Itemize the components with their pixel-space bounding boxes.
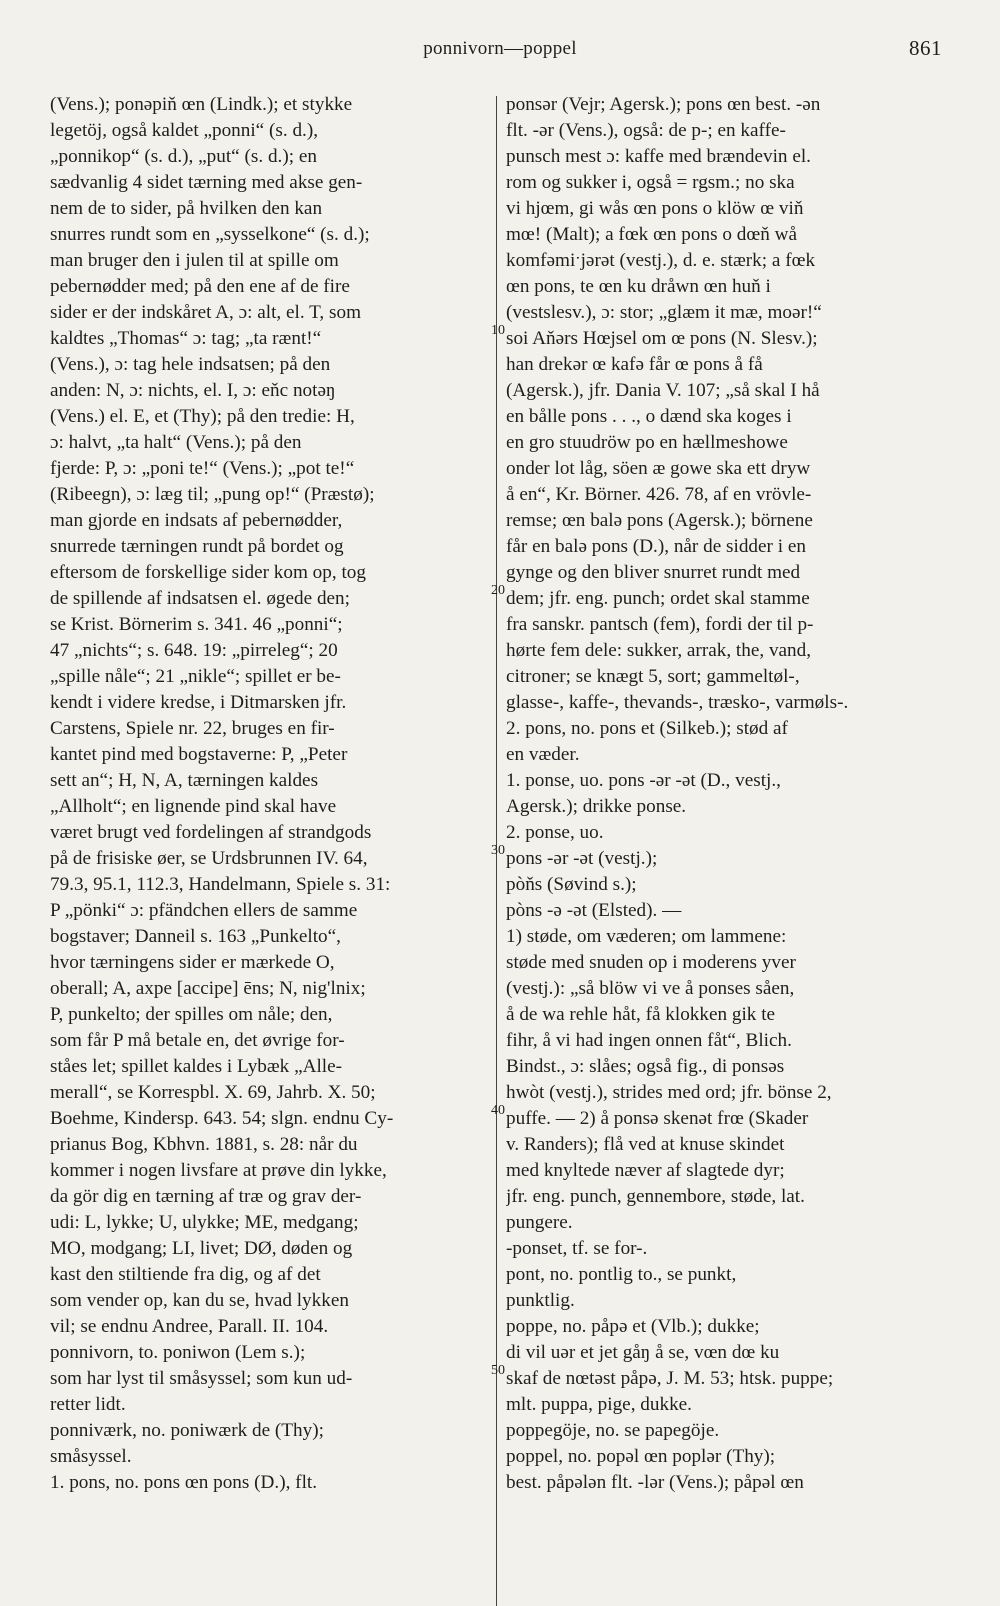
line-text: 79.3, 95.1, 112.3, Handelmann, Spiele s. 31: [50, 874, 391, 895]
text-line [50, 820, 470, 846]
text-line [50, 976, 470, 1002]
line-text: 1. pons, no. pons œn pons (D.), flt. [50, 1472, 318, 1493]
line-text: (Ribeegn), ɔ: læg til; „pung op!“ (Præstø); [50, 484, 375, 505]
line-text: vi hjœm, gi wås œn pons o klöw œ viň [506, 198, 804, 219]
text-line [506, 1288, 944, 1314]
text-line [506, 794, 944, 820]
text-line [50, 690, 470, 716]
text-line [506, 1184, 944, 1210]
text-line [506, 1080, 944, 1106]
line-text: da gör dig en tærning af træ og grav der- [50, 1186, 362, 1207]
text-line [50, 170, 470, 196]
text-line [506, 482, 944, 508]
line-text: man gjorde en indsats af pebernødder, [50, 510, 343, 531]
line-text: MO, modgang; LI, livet; DØ, døden og [50, 1238, 353, 1259]
line-number-40: 40 [491, 1103, 505, 1118]
line-text: hwòt (vestj.), strides med ord; jfr. bönse 2, [506, 1082, 832, 1103]
line-text: punsch mest ɔ: kaffe med brændevin el. [506, 146, 811, 167]
text-line [506, 612, 944, 638]
line-text: retter lidt. [50, 1394, 126, 1415]
right-column [506, 92, 944, 1496]
text-line [506, 118, 944, 144]
line-text: -ponset, tf. se for-. [506, 1238, 648, 1259]
text-line [506, 846, 944, 872]
text-line [50, 586, 470, 612]
text-line [50, 1236, 470, 1262]
text-line [506, 1106, 944, 1132]
text-line [50, 1314, 470, 1340]
text-line [50, 1262, 470, 1288]
line-text: soi Aňərs Hœjsel om œ pons (N. Slesv.); [506, 328, 818, 349]
line-text: pòns -ə -ət (Elsted). — [506, 900, 682, 921]
line-text: (Vens.) el. E, et (Thy); på den tredie: H, [50, 406, 355, 427]
line-text: han drekər œ kafə får œ pons å få [506, 354, 763, 375]
line-text: som har lyst til småsyssel; som kun ud- [50, 1368, 353, 1389]
line-text: mlt. puppa, pige, dukke. [506, 1394, 692, 1415]
line-text: fra sanskr. pantsch (fem), fordi der til p- [506, 614, 814, 635]
text-line [50, 1366, 470, 1392]
text-line [506, 196, 944, 222]
text-line [506, 586, 944, 612]
line-text: 47 „nichts“; s. 648. 19: „pirreleg“; 20 [50, 640, 338, 661]
line-text: fjerde: P, ɔ: „poni te!“ (Vens.); „pot te!“ [50, 458, 355, 479]
text-line [50, 1002, 470, 1028]
line-text: som vender op, kan du se, hvad lykken [50, 1290, 349, 1311]
text-line [506, 1418, 944, 1444]
text-line [50, 508, 470, 534]
text-line [506, 508, 944, 534]
text-line [50, 1392, 470, 1418]
text-line [506, 222, 944, 248]
text-line [50, 404, 470, 430]
line-text: Carstens, Spiele nr. 22, bruges en fir- [50, 718, 335, 739]
line-text: v. Randers); flå ved at knuse skindet [506, 1134, 785, 1155]
text-line [506, 1132, 944, 1158]
line-text: poppegöje, no. se papegöje. [506, 1420, 720, 1441]
text-line [506, 378, 944, 404]
line-text: eftersom de forskellige sider kom op, tog [50, 562, 366, 583]
line-text: (Vens.); ponəpiň œn (Lindk.); et stykke [50, 94, 353, 115]
line-text: som får P må betale en, det øvrige for- [50, 1030, 345, 1051]
text-line [506, 326, 944, 352]
line-text: kommer i nogen livsfare at prøve din lykke, [50, 1160, 387, 1181]
text-line [506, 300, 944, 326]
line-text: en bålle pons . . ., o dænd ska koges i [506, 406, 792, 427]
line-text: pont, no. pontlig to., se punkt, [506, 1264, 737, 1285]
text-line [50, 1132, 470, 1158]
text-line [50, 222, 470, 248]
text-line [50, 1444, 470, 1470]
text-line [506, 1054, 944, 1080]
text-line [50, 716, 470, 742]
line-text: ponniværk, no. poniwærk de (Thy); [50, 1420, 324, 1441]
line-text: merall“, se Korrespbl. X. 69, Jahrb. X. 50; [50, 1082, 376, 1103]
line-number-30: 30 [491, 843, 505, 858]
line-text: hvor tærningens sider er mærkede O, [50, 952, 335, 973]
text-line [50, 768, 470, 794]
line-text: 2. ponse, uo. [506, 822, 604, 843]
line-text: snurrede tærningen rundt på bordet og [50, 536, 344, 557]
running-title: ponnivorn—poppel [423, 38, 577, 59]
line-text: Boehme, Kindersp. 643. 54; slgn. endnu Cy- [50, 1108, 394, 1129]
text-line [506, 92, 944, 118]
text-line [50, 1028, 470, 1054]
line-text: „Allholt“; en lignende pind skal have [50, 796, 337, 817]
line-text: P „pönki“ ɔ: pfändchen ellers de samme [50, 900, 358, 921]
text-line [506, 430, 944, 456]
text-line [50, 924, 470, 950]
text-line [506, 768, 944, 794]
text-line [506, 1314, 944, 1340]
text-line [50, 1184, 470, 1210]
line-text: poppel, no. popəl œn poplər (Thy); [506, 1446, 776, 1467]
line-text: anden: N, ɔ: nichts, el. I, ɔ: eňc notəŋ [50, 380, 336, 401]
text-line [506, 248, 944, 274]
line-text: skaf de nœtəst påpə, J. M. 53; htsk. puppe; [506, 1368, 834, 1389]
line-text: oberall; A, axpe [accipe] ēns; N, nig'lnix; [50, 978, 366, 999]
line-text: støde med snuden op i moderens yver [506, 952, 796, 973]
text-line [506, 716, 944, 742]
line-text: sett an“; H, N, A, tærningen kaldes [50, 770, 319, 791]
text-line [50, 1210, 470, 1236]
line-text: ponsər (Vejr; Agersk.); pons œn best. -ən [506, 94, 821, 115]
text-line [506, 742, 944, 768]
line-text: en væder. [506, 744, 580, 765]
line-text: 1) støde, om væderen; om lammene: [506, 926, 787, 947]
line-number-50: 50 [491, 1363, 505, 1378]
text-line [506, 1002, 944, 1028]
text-line [506, 352, 944, 378]
text-line [50, 612, 470, 638]
line-text: pons -ər -ət (vestj.); [506, 848, 658, 869]
text-line [50, 300, 470, 326]
line-text: med knyltede næver af slagtede dyr; [506, 1160, 785, 1181]
text-line [506, 820, 944, 846]
line-text: ponnivorn, to. poniwon (Lem s.); [50, 1342, 306, 1363]
line-text: sædvanlig 4 sidet tærning med akse gen- [50, 172, 363, 193]
line-text: vil; se endnu Andree, Parall. II. 104. [50, 1316, 329, 1337]
line-text: ståes let; spillet kaldes i Lybæk „Alle- [50, 1056, 343, 1077]
text-line [50, 92, 470, 118]
line-text: mœ! (Malt); a fœk œn pons o dœň wå [506, 224, 797, 245]
line-text: rom og sukker i, også = rgsm.; no ska [506, 172, 795, 193]
line-text: (Agersk.), jfr. Dania V. 107; „så skal I hå [506, 380, 820, 401]
line-text: citroner; se knægt 5, sort; gammeltøl-, [506, 666, 800, 687]
line-text: „ponnikop“ (s. d.), „put“ (s. d.); en [50, 146, 317, 167]
line-text: ɔ: halvt, „ta halt“ (Vens.); på den [50, 432, 302, 453]
line-number-10: 10 [491, 323, 505, 338]
text-line [506, 456, 944, 482]
line-text: får en balə pons (D.), når de sidder i en [506, 536, 806, 557]
text-line [506, 534, 944, 560]
text-line [506, 560, 944, 586]
text-line [50, 456, 470, 482]
line-text: hørte fem dele: sukker, arrak, the, vand, [506, 640, 812, 661]
text-line [506, 898, 944, 924]
line-text: (vestslesv.), ɔ: stor; „glæm it mæ, moər!“ [506, 302, 822, 323]
text-line [506, 1366, 944, 1392]
text-line [50, 248, 470, 274]
line-text: best. påpələn flt. -lər (Vens.); påpəl œn [506, 1472, 804, 1493]
line-text: småsyssel. [50, 1446, 132, 1467]
line-text: bogstaver; Danneil s. 163 „Punkelto“, [50, 926, 341, 947]
text-line [50, 326, 470, 352]
text-line [50, 482, 470, 508]
text-line [50, 352, 470, 378]
line-text: nem de to sider, på hvilken den kan [50, 198, 323, 219]
text-line [50, 950, 470, 976]
text-line [506, 1158, 944, 1184]
text-line [506, 638, 944, 664]
text-line [506, 950, 944, 976]
line-text: man bruger den i julen til at spille om [50, 250, 339, 271]
text-line [50, 1340, 470, 1366]
text-line [50, 1054, 470, 1080]
text-line [506, 274, 944, 300]
text-line [506, 976, 944, 1002]
line-text: dem; jfr. eng. punch; ordet skal stamme [506, 588, 810, 609]
line-text: udi: L, lykke; U, ulykke; ME, medgang; [50, 1212, 359, 1233]
text-line [506, 1262, 944, 1288]
line-text: P, punkelto; der spilles om nåle; den, [50, 1004, 333, 1025]
text-line [50, 872, 470, 898]
text-line [50, 1470, 470, 1496]
text-line [50, 1080, 470, 1106]
line-text: poppe, no. påpə et (Vlb.); dukke; [506, 1316, 760, 1337]
line-text: komfəmiˑjərət (vestj.), d. e. stærk; a fœk [506, 250, 816, 271]
line-text: 2. pons, no. pons et (Silkeb.); stød af [506, 718, 788, 739]
text-line [50, 144, 470, 170]
text-line [506, 1236, 944, 1262]
line-text: å en“, Kr. Börner. 426. 78, af en vrövle- [506, 484, 812, 505]
text-line [50, 742, 470, 768]
text-line [506, 664, 944, 690]
line-text: å de wa rehle håt, få klokken gik te [506, 1004, 776, 1025]
line-text: remse; œn balə pons (Agersk.); börnene [506, 510, 813, 531]
text-line [50, 118, 470, 144]
line-text: legetöj, også kaldet „ponni“ (s. d.), [50, 120, 319, 141]
text-line [506, 1444, 944, 1470]
line-text: punktlig. [506, 1290, 575, 1311]
line-text: „spille nåle“; 21 „nikle“; spillet er be- [50, 666, 341, 687]
line-text: kantet pind med bogstaverne: P, „Peter [50, 744, 348, 765]
text-line [50, 1106, 470, 1132]
line-text: puffe. — 2) å ponsə skenət frœ (Skader [506, 1108, 809, 1129]
text-line [50, 560, 470, 586]
line-text: onder lot låg, söen æ gowe ska ett dryw [506, 458, 811, 479]
text-line [50, 846, 470, 872]
line-text: di vil uər et jet gåŋ å se, vœn dœ ku [506, 1342, 780, 1363]
line-text: œn pons, te œn ku dråwn œn huň i [506, 276, 771, 297]
line-text: 1. ponse, uo. pons -ər -ət (D., vestj., [506, 770, 781, 791]
line-text: kaldtes „Thomas“ ɔ: tag; „ta rænt!“ [50, 328, 322, 349]
line-text: pungere. [506, 1212, 573, 1233]
text-line [506, 1392, 944, 1418]
line-text: flt. -ər (Vens.), også: de p-; en kaffe- [506, 120, 786, 141]
text-line [506, 872, 944, 898]
line-text: (Vens.), ɔ: tag hele indsatsen; på den [50, 354, 331, 375]
line-text: været brugt ved fordelingen af strandgods [50, 822, 372, 843]
line-text: kast den stiltiende fra dig, og af det [50, 1264, 321, 1285]
text-line [50, 664, 470, 690]
text-line [50, 274, 470, 300]
text-line [50, 638, 470, 664]
line-text: (vestj.): „så blöw vi ve å ponses såen, [506, 978, 795, 999]
text-line [50, 378, 470, 404]
text-line [50, 430, 470, 456]
text-line [506, 1210, 944, 1236]
text-line [506, 404, 944, 430]
line-text: på de frisiske øer, se Urdsbrunnen IV. 64, [50, 848, 368, 869]
line-text: pebernødder med; på den ene af de fire [50, 276, 350, 297]
line-text: se Krist. Börnerim s. 341. 46 „ponni“; [50, 614, 343, 635]
line-text: pòňs (Søvind s.); [506, 874, 637, 895]
text-line [506, 1340, 944, 1366]
text-line [50, 794, 470, 820]
line-number-20: 20 [491, 583, 505, 598]
text-line [506, 144, 944, 170]
text-line [506, 924, 944, 950]
line-text: en gro stuudröw po en hællmeshowe [506, 432, 788, 453]
line-text: fihr, å vi had ingen onnen fåt“, Blich. [506, 1030, 792, 1051]
line-text: snurres rundt som en „sysselkone“ (s. d.); [50, 224, 370, 245]
text-line [506, 1470, 944, 1496]
line-text: de spillende af indsatsen el. øgede den; [50, 588, 350, 609]
text-line [50, 1158, 470, 1184]
line-text: Bindst., ɔ: slåes; også fig., di ponsəs [506, 1056, 785, 1077]
text-line [50, 1418, 470, 1444]
line-text: prianus Bog, Kbhvn. 1881, s. 28: når du [50, 1134, 358, 1155]
text-line [50, 196, 470, 222]
page-number: 861 [909, 36, 942, 60]
line-text: gynge og den bliver snurret rundt med [506, 562, 801, 583]
line-text: sider er der indskåret A, ɔ: alt, el. T, som [50, 302, 361, 323]
line-text: kendt i videre kredse, i Ditmarsken jfr. [50, 692, 347, 713]
line-text: glasse-, kaffe-, thevands-, træsko-, varmøls-. [506, 692, 849, 713]
text-line [50, 1288, 470, 1314]
text-line [506, 1028, 944, 1054]
left-column [50, 92, 470, 1496]
text-line [506, 690, 944, 716]
text-line [50, 898, 470, 924]
line-text: jfr. eng. punch, gennembore, støde, lat. [506, 1186, 805, 1207]
text-line [50, 534, 470, 560]
line-text: Agersk.); drikke ponse. [506, 796, 687, 817]
text-line [506, 170, 944, 196]
